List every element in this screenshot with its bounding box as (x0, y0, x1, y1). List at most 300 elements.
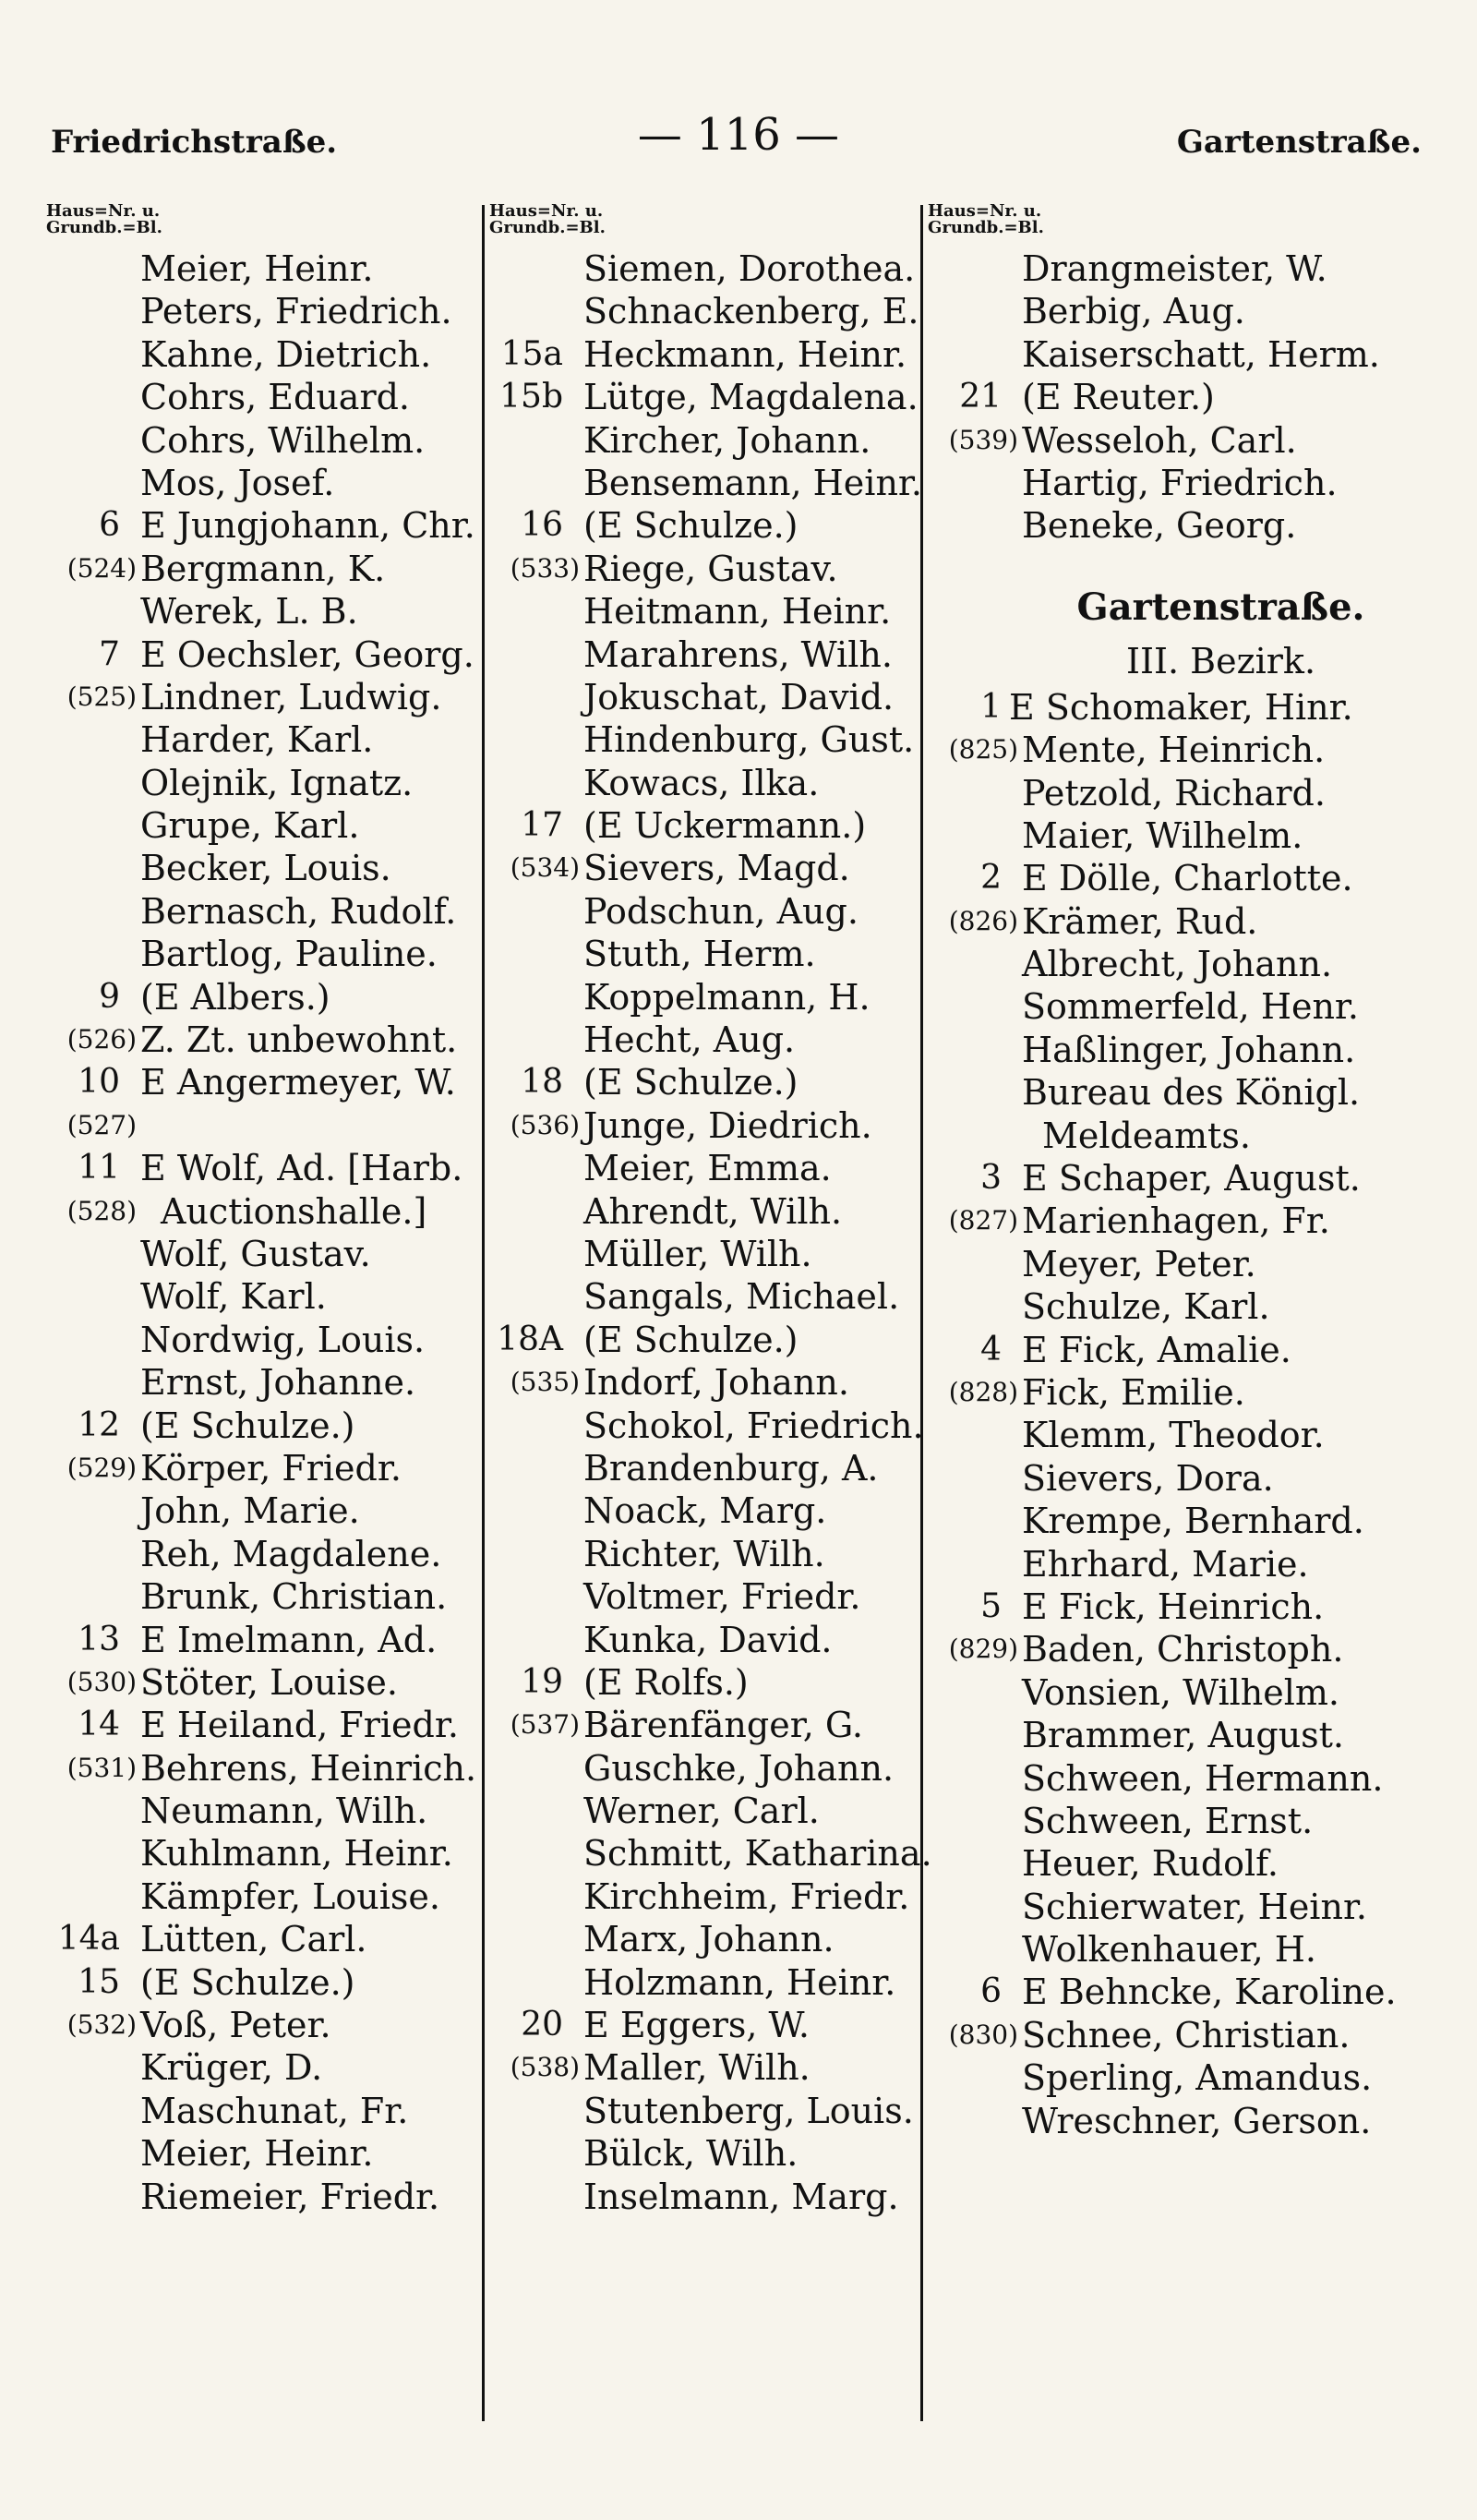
entry-list (489, 247, 932, 2218)
resident-name: Krüger, D. (140, 2047, 323, 2089)
directory-entry (489, 2090, 919, 2132)
directory-entry (489, 376, 919, 418)
land-register-number: (525) (66, 681, 137, 712)
directory-entry (928, 1671, 1431, 1714)
resident-name: Jokuschat, David. (583, 676, 895, 717)
resident-name: Z. Zt. unbewohnt. (140, 1019, 458, 1061)
directory-entry (489, 2004, 919, 2046)
entry-list (928, 247, 1431, 548)
directory-entry (46, 1147, 478, 1189)
house-number: 13 (78, 1620, 120, 1658)
resident-name: John, Marie. (140, 1490, 360, 1532)
resident-name: Meyer, Peter. (1022, 1243, 1256, 1284)
resident-name: Brunk, Christian. (140, 1576, 448, 1618)
house-number: 15a (500, 334, 563, 373)
directory-entry (928, 1928, 1431, 1971)
directory-entry (928, 1243, 1431, 1285)
resident-name: Vonsien, Wilhelm. (1022, 1671, 1340, 1713)
land-register-number: (825) (948, 734, 1018, 766)
resident-name: Ernst, Johanne. (140, 1362, 416, 1404)
resident-name: Baden, Christoph. (1022, 1629, 1344, 1670)
directory-entry (489, 462, 922, 504)
house-number: 12 (78, 1405, 120, 1444)
directory-entry (46, 2046, 478, 2089)
directory-entry (928, 1071, 1431, 1114)
directory-entry (489, 1319, 919, 1361)
directory-entry (489, 247, 919, 290)
resident-name: Siemen, Dorothea. (583, 248, 916, 289)
directory-entry (489, 333, 919, 376)
directory-entry (928, 1029, 1431, 1071)
resident-name: Beneke, Georg. (1022, 505, 1297, 547)
directory-entry (928, 1886, 1431, 1928)
resident-name: Ehrhard, Marie. (1022, 1543, 1309, 1585)
column-1 (46, 203, 478, 2218)
directory-entry (46, 1319, 478, 1361)
directory-entry (46, 2004, 478, 2046)
resident-name: Noack, Marg. (583, 1490, 827, 1532)
resident-name: Meier, Heinr. (140, 2133, 374, 2175)
house-number: 7 (99, 634, 120, 673)
resident-name: Marahrens, Wilh. (583, 633, 893, 675)
resident-name: Meldeamts. (1042, 1115, 1251, 1156)
resident-name: Hindenburg, Gust. (583, 719, 915, 761)
column-header (489, 203, 919, 247)
resident-name: Voß, Peter. (140, 2005, 331, 2046)
page-number: — 116 — (637, 109, 840, 161)
resident-name: Maller, Wilh. (583, 2047, 811, 2089)
directory-entry (489, 1875, 919, 1918)
directory-entry (46, 1104, 478, 1147)
resident-name: (E Schulze.) (583, 1062, 799, 1103)
resident-name: Lindner, Ludwig. (140, 676, 442, 717)
house-number: 18A (497, 1320, 563, 1358)
directory-entry (928, 247, 1431, 290)
directory-entry (489, 976, 919, 1019)
land-register-number: (538) (510, 2052, 580, 2083)
house-number: 1 (980, 687, 1002, 726)
house-number: 14a (57, 1920, 120, 1959)
resident-name: Krämer, Rud. (1022, 900, 1258, 942)
directory-entry (489, 1147, 919, 1189)
section-gap (928, 548, 1431, 579)
land-register-number: (534) (510, 852, 580, 884)
resident-name: Bensemann, Heinr. (583, 462, 922, 503)
resident-name: Marienhagen, Fr. (1022, 1200, 1330, 1242)
resident-name: Stöter, Louise. (140, 1661, 398, 1703)
resident-name: (E Schulze.) (583, 1319, 799, 1360)
resident-name: Olejnik, Ignatz. (140, 762, 414, 803)
directory-entry (46, 1661, 478, 1704)
directory-entry (46, 1275, 478, 1318)
house-number: 6 (980, 1972, 1002, 2011)
land-register-number: (828) (948, 1376, 1018, 1407)
resident-name: Schokol, Friedrich. (583, 1405, 924, 1446)
directory-entry (928, 290, 1431, 332)
resident-name: E Oechsler, Georg. (140, 633, 474, 675)
resident-name: (E Albers.) (140, 976, 330, 1018)
directory-entry (46, 1405, 478, 1447)
directory-entry (489, 1832, 932, 1875)
resident-name: Fick, Emilie. (1022, 1371, 1245, 1413)
directory-entry (489, 504, 919, 547)
resident-name: Sperling, Amandus. (1022, 2057, 1373, 2099)
directory-entry (489, 1190, 919, 1233)
page-header (0, 109, 1477, 164)
column-2 (489, 201, 932, 2218)
resident-name: E Fick, Amalie. (1022, 1329, 1291, 1370)
land-register-number: (530) (66, 1666, 137, 1697)
resident-name: Hecht, Aug. (583, 1019, 796, 1061)
column-header-line-2: Grundb.=Bl. (928, 218, 1044, 237)
directory-entry (46, 976, 478, 1019)
resident-name: Berbig, Aug. (1022, 291, 1245, 332)
resident-name: Lütge, Magdalena. (583, 377, 919, 418)
column-header (928, 203, 1431, 247)
directory-entry (46, 633, 478, 676)
land-register-number: (531) (66, 1752, 137, 1783)
resident-name: Hartig, Friedrich. (1022, 462, 1338, 503)
land-register-number: (532) (66, 2009, 137, 2041)
resident-name: Ahrendt, Wilh. (583, 1190, 843, 1232)
directory-entry (46, 376, 478, 418)
directory-entry (489, 1704, 919, 1746)
house-number: 3 (980, 1159, 1002, 1198)
directory-entry (489, 1489, 919, 1532)
directory-entry (46, 762, 478, 804)
resident-name: Richter, Wilh. (583, 1533, 825, 1574)
resident-name: (E Rolfs.) (583, 1661, 749, 1703)
directory-entry (46, 1790, 478, 1832)
directory-entry (46, 333, 478, 376)
resident-name: Meier, Heinr. (140, 248, 374, 289)
directory-entry (928, 333, 1431, 376)
resident-name: Kunka, David. (583, 1619, 833, 1660)
resident-name: Kuhlmann, Heinr. (140, 1833, 453, 1875)
directory-entry (928, 772, 1431, 814)
resident-name: Auctionshalle.] (161, 1190, 427, 1232)
resident-name: Krempe, Bernhard. (1022, 1501, 1364, 1542)
directory-entry (489, 1233, 919, 1275)
directory-entry (489, 762, 919, 804)
resident-name: E Wolf, Ad. [Harb. (140, 1148, 463, 1189)
directory-entry (489, 1019, 919, 1061)
resident-name: Bartlog, Pauline. (140, 934, 438, 975)
header-street-right: Gartenstraße. (1176, 124, 1422, 161)
directory-entry (928, 1800, 1431, 1842)
land-register-number: (830) (948, 2019, 1018, 2050)
directory-entry (489, 804, 919, 847)
resident-name: Reh, Magdalene. (140, 1533, 442, 1574)
resident-name: E Dölle, Charlotte. (1022, 858, 1353, 899)
resident-name: Lütten, Carl. (140, 1919, 367, 1960)
column-divider (482, 205, 485, 2421)
directory-entry (928, 814, 1431, 857)
directory-entry (46, 1619, 478, 1661)
directory-entry (928, 1414, 1431, 1456)
resident-name: Sievers, Magd. (583, 848, 850, 889)
resident-name: Koppelmann, H. (583, 976, 871, 1018)
column-header-line-2: Grundb.=Bl. (489, 218, 606, 237)
resident-name: Bergmann, K. (140, 548, 386, 589)
directory-entry (489, 419, 919, 462)
directory-entry (46, 1918, 478, 1960)
directory-entry (46, 1575, 478, 1618)
resident-name: Neumann, Wilh. (140, 1791, 428, 1832)
house-number: 19 (521, 1662, 563, 1701)
directory-entry (928, 1200, 1431, 1242)
resident-name: Indorf, Johann. (583, 1362, 849, 1404)
directory-entry (46, 419, 478, 462)
directory-entry (489, 1447, 919, 1489)
directory-entry (46, 1747, 478, 1790)
directory-entry (489, 1747, 919, 1790)
resident-name: Wreschner, Gerson. (1022, 2100, 1372, 2141)
directory-entry (928, 1115, 1431, 1157)
directory-entry (46, 2132, 478, 2175)
directory-entry (928, 1285, 1431, 1328)
land-register-number: (539) (948, 424, 1018, 455)
resident-name: (E Uckermann.) (583, 805, 867, 847)
directory-entry (46, 1533, 478, 1575)
resident-name: E Fick, Heinrich. (1022, 1586, 1325, 1627)
directory-entry (489, 1533, 919, 1575)
resident-name: E Angermeyer, W. (140, 1062, 456, 1103)
house-number: 11 (78, 1149, 120, 1188)
directory-entry (928, 1586, 1431, 1628)
column-divider (920, 205, 923, 2421)
resident-name: Bureau des Königl. (1022, 1072, 1361, 1114)
column-3 (928, 203, 1431, 2142)
entry-list (46, 247, 478, 2218)
resident-name: (E Schulze.) (583, 505, 799, 547)
resident-name: Wolkenhauer, H. (1022, 1929, 1316, 1971)
resident-name: Kircher, Johann. (583, 419, 871, 461)
resident-name: Brandenburg, A. (583, 1447, 879, 1489)
resident-name: Wesseloh, Carl. (1022, 419, 1297, 461)
resident-name: E Jungjohann, Chr. (140, 505, 475, 547)
directory-entry (928, 2056, 1431, 2099)
land-register-number: (536) (510, 1109, 580, 1140)
house-number: 15b (499, 378, 563, 416)
resident-name: Nordwig, Louis. (140, 1319, 426, 1360)
directory-entry (46, 590, 478, 633)
directory-entry (928, 985, 1431, 1028)
directory-entry (928, 1971, 1431, 2013)
resident-name: Drangmeister, W. (1022, 248, 1327, 289)
directory-entry (46, 1061, 478, 1103)
directory-entry (46, 804, 478, 847)
directory-entry (46, 548, 478, 590)
entry-list (928, 686, 1431, 2142)
house-number: 17 (521, 806, 563, 845)
house-number: 21 (959, 378, 1002, 416)
directory-entry (489, 633, 919, 676)
resident-name: Wolf, Gustav. (140, 1233, 371, 1274)
land-register-number: (826) (948, 905, 1018, 936)
resident-name: E Schaper, August. (1022, 1158, 1361, 1200)
directory-entry (489, 1661, 919, 1704)
column-header-line-1: Haus=Nr. u. (489, 201, 604, 221)
directory-entry (928, 1543, 1431, 1586)
directory-entry (46, 1875, 478, 1918)
resident-name: Peters, Friedrich. (140, 291, 452, 332)
directory-entry (489, 1961, 919, 2004)
land-register-number: (527) (66, 1109, 137, 1140)
directory-entry (928, 686, 1431, 729)
land-register-number: (524) (66, 552, 137, 584)
directory-entry (928, 1714, 1431, 1756)
resident-name: Kirchheim, Friedr. (583, 1875, 910, 1917)
resident-name: Schnee, Christian. (1022, 2014, 1351, 2056)
column-header-line-2: Grundb.=Bl. (46, 218, 162, 237)
resident-name: Schierwater, Heinr. (1022, 1886, 1368, 1927)
directory-entry (46, 290, 478, 332)
directory-entry (928, 1500, 1431, 1542)
resident-name: Kahne, Dietrich. (140, 333, 432, 375)
land-register-number: (535) (510, 1367, 580, 1398)
resident-name: Cohrs, Eduard. (140, 377, 411, 418)
land-register-number: (829) (948, 1634, 1018, 1665)
resident-name: Voltmer, Friedr. (583, 1576, 861, 1618)
directory-entry (928, 1842, 1431, 1885)
directory-entry (46, 890, 478, 933)
resident-name: Behrens, Heinrich. (140, 1747, 477, 1789)
resident-name: Heckmann, Heinr. (583, 333, 907, 375)
directory-entry (489, 1061, 919, 1103)
directory-entry (928, 729, 1431, 771)
resident-name: E Eggers, W. (583, 2005, 811, 2046)
house-number: 9 (99, 977, 120, 1016)
resident-name: Klemm, Theodor. (1022, 1415, 1325, 1456)
resident-name: Werner, Carl. (583, 1791, 820, 1832)
house-number: 2 (980, 859, 1002, 898)
directory-entry (928, 943, 1431, 985)
resident-name: Heitmann, Heinr. (583, 591, 892, 633)
directory-entry (928, 1457, 1431, 1500)
directory-entry (489, 1575, 919, 1618)
section-title: Gartenstraße. (1076, 585, 1365, 629)
directory-entry (46, 1361, 478, 1404)
land-register-number: (827) (948, 1205, 1018, 1236)
resident-name: Bülck, Wilh. (583, 2133, 799, 2175)
resident-name: Holzmann, Heinr. (583, 1961, 896, 2003)
directory-entry (46, 1704, 478, 1746)
directory-entry (46, 1233, 478, 1275)
land-register-number: (529) (66, 1452, 137, 1483)
directory-entry (46, 1961, 478, 2004)
resident-name: Schween, Ernst. (1022, 1800, 1314, 1841)
resident-name: Cohrs, Wilhelm. (140, 419, 426, 461)
resident-name: Maier, Wilhelm. (1022, 814, 1303, 856)
column-header-line-1: Haus=Nr. u. (928, 201, 1042, 221)
house-number: 10 (78, 1063, 120, 1102)
resident-name: E Heiland, Friedr. (140, 1705, 459, 1746)
resident-name: Brammer, August. (1022, 1715, 1345, 1756)
house-number: 5 (980, 1586, 1002, 1625)
resident-name: Riemeier, Friedr. (140, 2176, 440, 2217)
directory-entry (489, 2046, 919, 2089)
resident-name: Müller, Wilh. (583, 1233, 812, 1274)
resident-name: Heuer, Rudolf. (1022, 1843, 1279, 1885)
directory-entry (46, 676, 478, 718)
directory-entry (928, 1329, 1431, 1371)
directory-entry (46, 2090, 478, 2132)
directory-entry (46, 1190, 478, 1233)
resident-name: E Imelmann, Ad. (140, 1619, 438, 1660)
directory-entry (928, 419, 1431, 462)
directory-entry (928, 376, 1431, 418)
directory-entry (489, 1361, 919, 1404)
directory-entry (928, 1628, 1431, 1670)
directory-entry (928, 1757, 1431, 1800)
directory-entry (489, 933, 919, 975)
directory-entry (489, 1790, 919, 1832)
directory-entry (928, 504, 1431, 547)
resident-name: Sangals, Michael. (583, 1276, 900, 1318)
directory-entry (46, 933, 478, 975)
land-register-number: (537) (510, 1709, 580, 1741)
house-number: 18 (521, 1063, 563, 1102)
resident-name: Bernasch, Rudolf. (140, 890, 457, 932)
resident-name: Podschun, Aug. (583, 890, 859, 932)
house-number: 16 (521, 506, 563, 545)
resident-name: Guschke, Johann. (583, 1747, 895, 1789)
directory-entry (489, 676, 919, 718)
resident-name: (E Schulze.) (140, 1961, 355, 2003)
resident-name: E Behncke, Karoline. (1022, 1971, 1397, 2013)
column-header (46, 203, 478, 247)
directory-entry (489, 2132, 919, 2175)
header-street-left: Friedrichstraße. (51, 124, 338, 161)
directory-entry (928, 462, 1431, 504)
directory-entry (46, 462, 478, 504)
column-header-line-1: Haus=Nr. u. (46, 201, 161, 221)
directory-entry (46, 2176, 478, 2218)
resident-name: Werek, L. B. (140, 591, 358, 633)
directory-entry (489, 1918, 919, 1960)
resident-name: Junge, Diedrich. (583, 1104, 872, 1146)
house-number: 14 (78, 1706, 120, 1744)
resident-name: Sommerfeld, Henr. (1022, 986, 1359, 1028)
resident-name: Maschunat, Fr. (140, 2090, 409, 2131)
house-number: 20 (521, 2006, 563, 2044)
resident-name: Kämpfer, Louise. (140, 1875, 440, 1917)
resident-name: Mos, Josef. (140, 462, 335, 503)
land-register-number: (528) (66, 1195, 137, 1226)
resident-name: Marx, Johann. (583, 1919, 835, 1960)
resident-name: Becker, Louis. (140, 848, 391, 889)
resident-name: Meier, Emma. (583, 1148, 832, 1189)
resident-name: Stuth, Herm. (583, 934, 816, 975)
resident-name: (E Schulze.) (140, 1405, 355, 1446)
directory-entry (928, 1157, 1431, 1200)
resident-name: Inselmann, Marg. (583, 2176, 899, 2217)
directory-entry (928, 900, 1431, 943)
directory-entry (489, 1619, 919, 1661)
directory-entry (489, 1275, 919, 1318)
resident-name: Mente, Heinrich. (1022, 729, 1326, 771)
directory-entry (489, 890, 919, 933)
resident-name: Stutenberg, Louis. (583, 2090, 914, 2131)
resident-name: Sievers, Dora. (1022, 1457, 1274, 1499)
resident-name: Kowacs, Ilka. (583, 762, 820, 803)
directory-entry (46, 718, 478, 761)
resident-name: Körper, Friedr. (140, 1447, 402, 1489)
directory-entry (928, 2014, 1431, 2056)
directory-entry (928, 857, 1431, 899)
resident-name: Harder, Karl. (140, 719, 374, 761)
